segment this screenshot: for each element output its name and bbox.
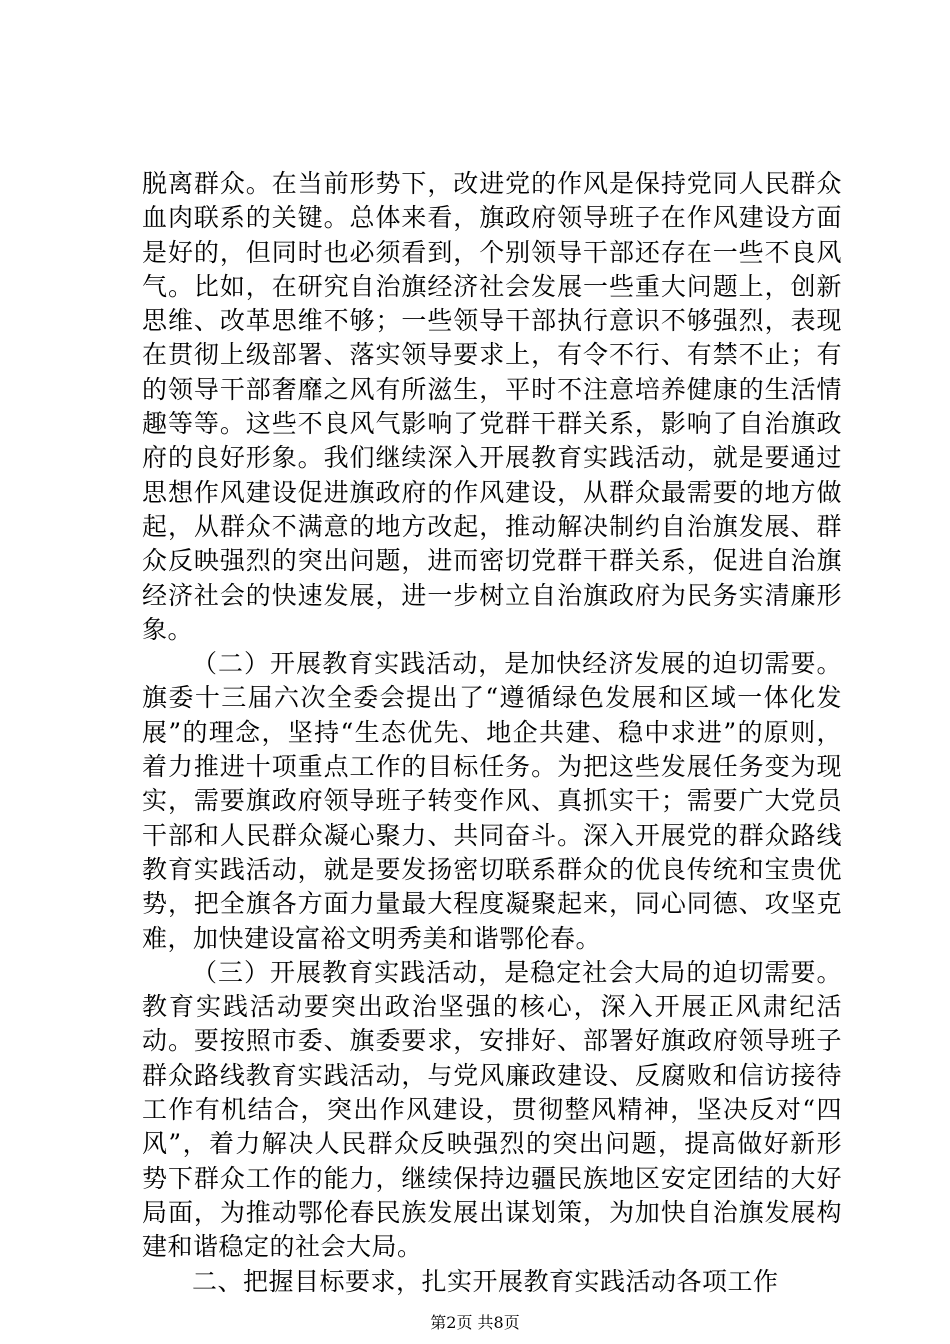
paragraph-section-3: （三）开展教育实践活动，是稳定社会大局的迫切需要。教育实践活动要突出政治坚强的核心，深入开展正风肃纪活动。要按照市委、旗委要求，安排好、部署好旗政府领导班子群众路线教育实践活动，与党风廉政建设、反腐败和信访接待工作有机结合，突出作风建设，贯彻整风精神，坚决反对“四风”，着力解决人民群众反映强烈的突出问题，提高做好新形势下群众工作的能力，继续保持边疆民族地区安定团结的大好局面，为推动鄂伦春民族发展出谋划策，为加快自治旗发展构建和谐稳定的社会大局。 — [142, 957, 842, 1262]
document-body — [142, 167, 842, 1299]
paragraph-continuation: 脱离群众。在当前形势下，改进党的作风是保持党同人民群众血肉联系的关键。总体来看，旗政府领导班子在作风建设方面是好的，但同时也必须看到，个别领导干部还存在一些不良风气。比如，在研究自治旗经济社会发展一些重大问题上，创新思维、改革思维不够；一些领导干部执行意识不够强烈，表现在贯彻上级部署、落实领导要求上，有令不行、有禁不止；有的领导干部奢靡之风有所滋生，平时不注意培养健康的生活情趣等等。这些不良风气影响了党群干群关系，影响了自治旗政府的良好形象。我们继续深入开展教育实践活动，就是要通过思想作风建设促进旗政府的作风建设，从群众最需要的地方做起，从群众不满意的地方改起，推动解决制约自治旗发展、群众反映强烈的突出问题，进而密切党群干群关系，促进自治旗经济社会的快速发展，进一步树立自治旗政府为民务实清廉形象。 — [142, 169, 842, 644]
page-footer: 第2页 共8页 — [430, 1313, 520, 1332]
paragraph-section-2: （二）开展教育实践活动，是加快经济发展的迫切需要。旗委十三届六次全委会提出了“遵循绿色发展和区域一体化发展”的理念，坚持“生态优先、地企共建、稳中求进”的原则，着力推进十项重点工作的目标任务。为把这些发展任务变为现实，需要旗政府领导班子转变作风、真抓实干；需要广大党员干部和人民群众凝心聚力、共同奋斗。深入开展党的群众路线教育实践活动，就是要发扬密切联系群众的优良传统和宝贵优势，把全旗各方面力量最大程度凝聚起来，同心同德、攻坚克难，加快建设富裕文明秀美和谐鄂伦春。 — [142, 649, 842, 953]
section-heading: 二、把握目标要求，扎实开展教育实践活动各项工作 — [192, 1266, 779, 1296]
